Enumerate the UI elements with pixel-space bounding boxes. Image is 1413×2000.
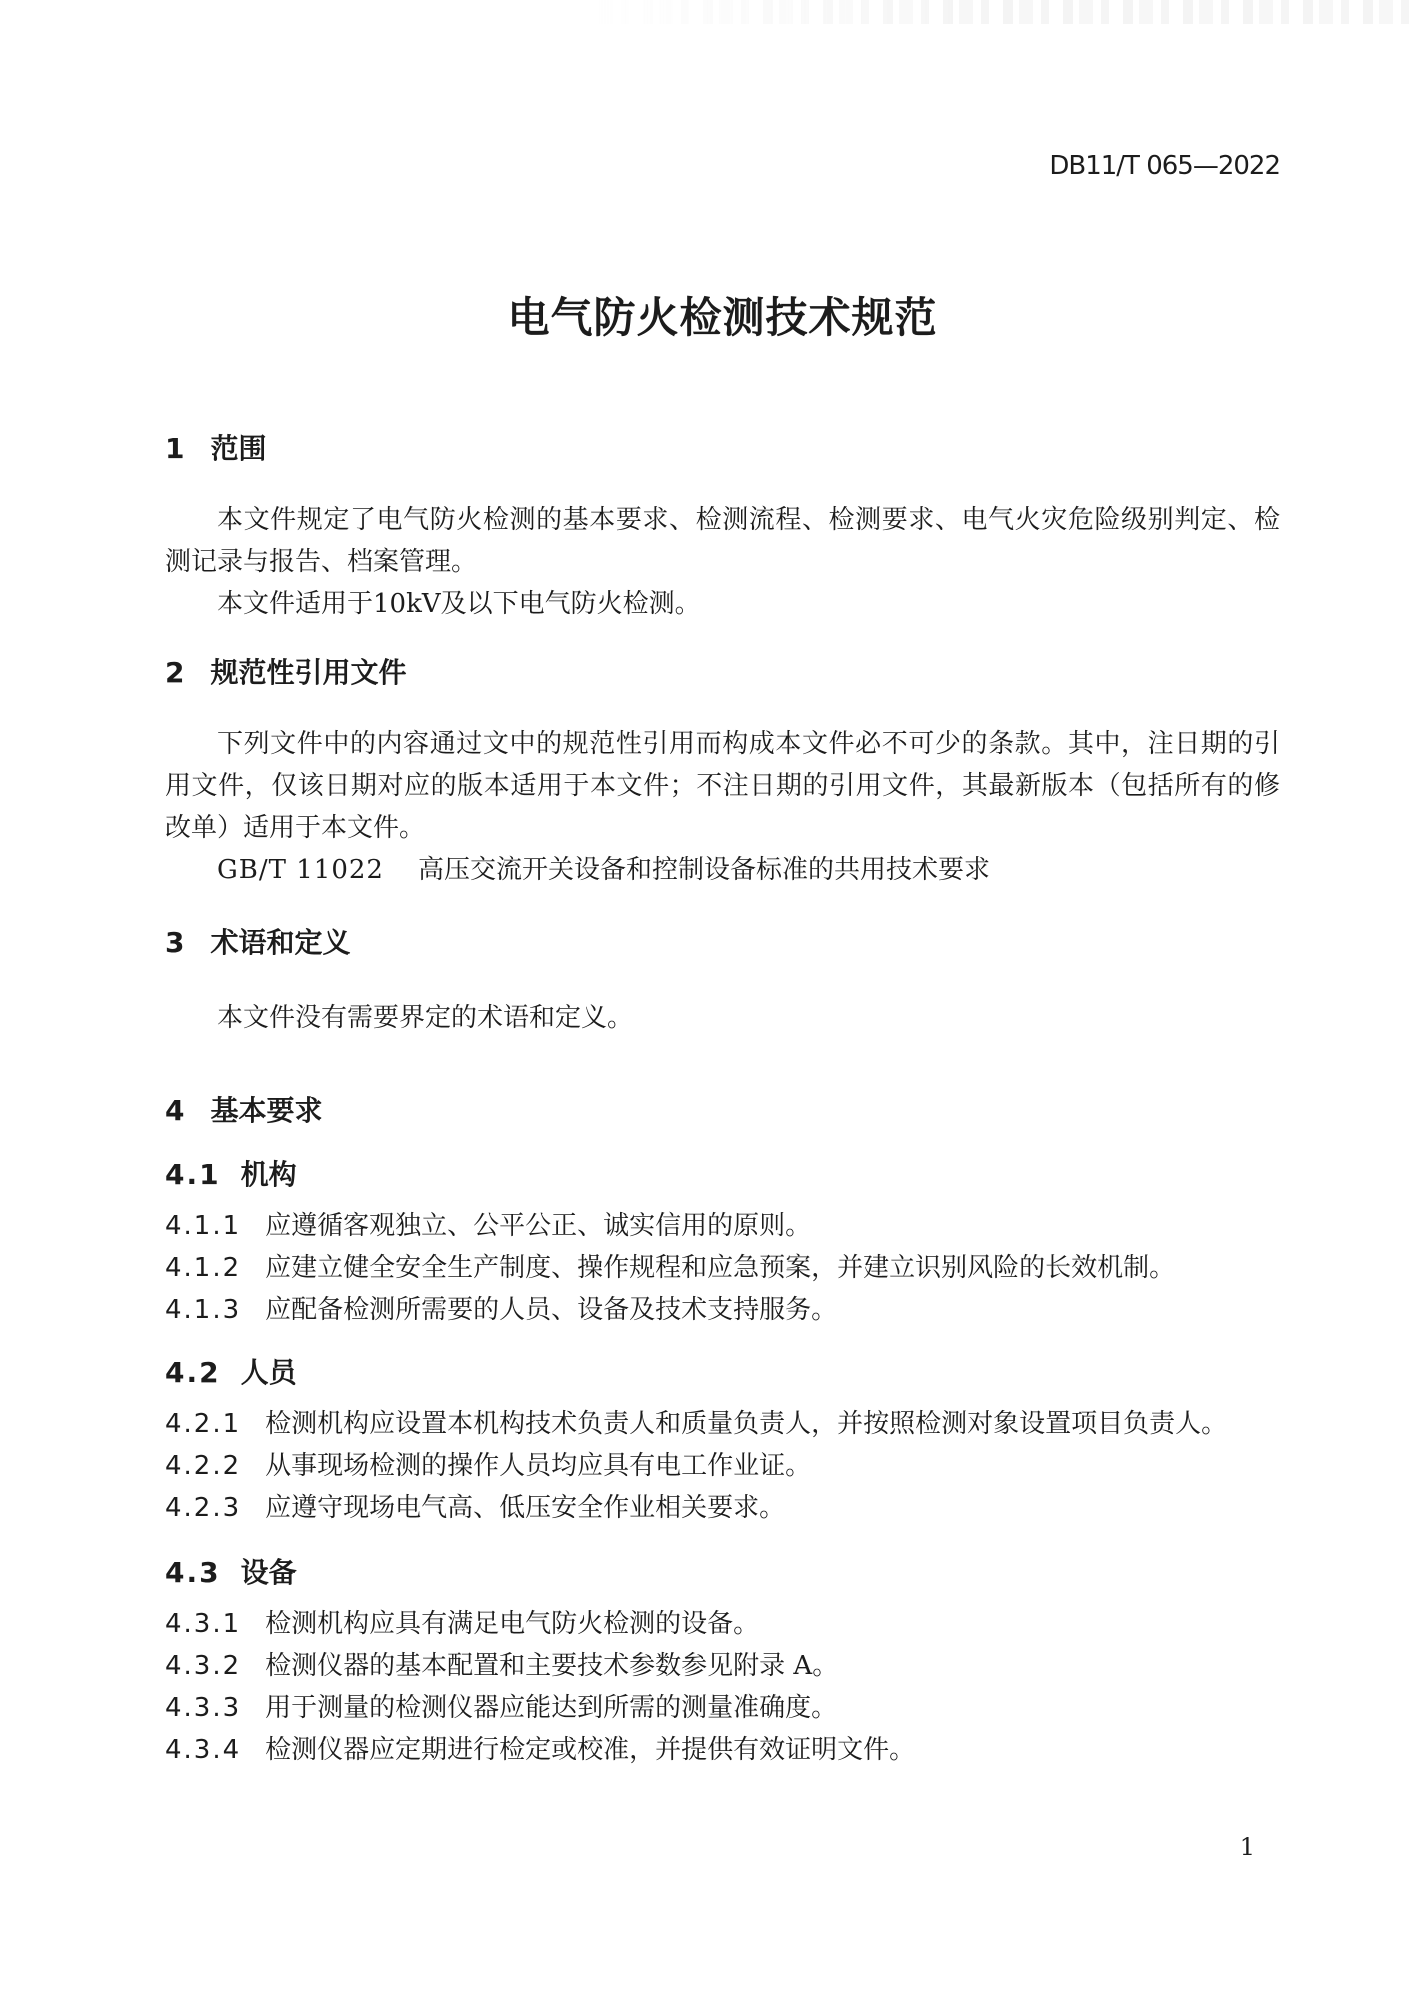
- section-terms-definitions: [165, 923, 1280, 1039]
- page-title: 电气防火检测技术规范: [507, 293, 938, 342]
- reference-standard-title: 高压交流开关设备和控制设备标准的共用技术要求: [417, 855, 990, 885]
- subsection-4-1-title: 机构: [240, 1158, 297, 1191]
- section-normative-references: [165, 653, 1280, 891]
- section-2-title: 规范性引用文件: [210, 656, 407, 689]
- section-1-number: 1: [165, 432, 185, 465]
- clause-4-2-1: [165, 1403, 1280, 1445]
- subsection-4-3-number: 4.3: [165, 1556, 221, 1589]
- clause-4-3-3-number: 4.3.3: [165, 1693, 242, 1723]
- clause-4-3-1-number: 4.3.1: [165, 1609, 242, 1639]
- section-4-title: 基本要求: [210, 1094, 323, 1127]
- clause-4-2-1-number: 4.2.1: [165, 1409, 242, 1439]
- section-3-number: 3: [165, 926, 185, 959]
- clause-4-1-1-number: 4.1.1: [165, 1211, 242, 1241]
- clause-4-3-2: [165, 1645, 1280, 1687]
- section-1-title: 范围: [210, 432, 267, 465]
- clause-4-2-1-text: 检测机构应设置本机构技术负责人和质量负责人，并按照检测对象设置项目负责人。: [265, 1409, 1228, 1439]
- clause-4-3-3: [165, 1687, 1280, 1729]
- section-2-paragraph-1: 下列文件中的内容通过文中的规范性引用而构成本文件必不可少的条款。其中，注日期的引用文件，仅该日期对应的版本适用于本文件；不注日期的引用文件，其最新版本（包括所有的修改单）适用于本文件。: [165, 729, 1280, 843]
- top-edge-scan-artifact: [583, 0, 1413, 24]
- section-2-number: 2: [165, 656, 185, 689]
- subsection-4-2-heading: [165, 1353, 1280, 1393]
- document-header: [165, 0, 1280, 185]
- subsection-4-1-heading: [165, 1155, 1280, 1195]
- subsection-4-2-clauses: [165, 1403, 1280, 1529]
- clause-4-2-2: [165, 1445, 1280, 1487]
- clause-4-1-2: [165, 1247, 1280, 1289]
- subsection-4-2-number: 4.2: [165, 1356, 221, 1389]
- section-4-heading: [165, 1091, 1280, 1131]
- section-2-heading: [165, 653, 1280, 693]
- clause-4-3-1: [165, 1603, 1280, 1645]
- clause-4-3-4: [165, 1729, 1280, 1771]
- clause-4-3-4-number: 4.3.4: [165, 1735, 242, 1765]
- clause-4-2-3: [165, 1487, 1280, 1529]
- section-1-paragraph-2: 本文件适用于10kV及以下电气防火检测。: [217, 589, 701, 619]
- clause-4-2-2-number: 4.2.2: [165, 1451, 242, 1481]
- section-basic-requirements: [165, 1091, 1280, 1771]
- clause-4-3-4-text: 检测仪器应定期进行检定或校准，并提供有效证明文件。: [265, 1735, 916, 1765]
- reference-standard-code: GB/T 11022: [217, 855, 384, 885]
- clause-4-1-2-text: 应建立健全安全生产制度、操作规程和应急预案，并建立识别风险的长效机制。: [265, 1253, 1176, 1283]
- clause-4-2-3-number: 4.2.3: [165, 1493, 242, 1523]
- normative-reference-entry: [165, 849, 1280, 891]
- section-scope: [165, 429, 1280, 625]
- clause-4-1-1-text: 应遵循客观独立、公平公正、诚实信用的原则。: [265, 1211, 812, 1241]
- section-1-paragraph-1: 本文件规定了电气防火检测的基本要求、检测流程、检测要求、电气火灾危险级别判定、检测记录与报告、档案管理。: [165, 505, 1280, 577]
- clause-4-2-2-text: 从事现场检测的操作人员均应具有电工作业证。: [265, 1451, 812, 1481]
- section-3-title: 术语和定义: [210, 926, 351, 959]
- subsection-4-3-title: 设备: [240, 1556, 297, 1589]
- page-number: 1: [1239, 1833, 1255, 1861]
- clause-4-3-3-text: 用于测量的检测仪器应能达到所需的测量准确度。: [265, 1693, 838, 1723]
- clause-4-1-3-number: 4.1.3: [165, 1295, 242, 1325]
- clause-4-2-3-text: 应遵守现场电气高、低压安全作业相关要求。: [265, 1493, 786, 1523]
- clause-4-3-2-text: 检测仪器的基本配置和主要技术参数参见附录 A。: [265, 1651, 839, 1681]
- clause-4-3-2-number: 4.3.2: [165, 1651, 242, 1681]
- subsection-4-1-number: 4.1: [165, 1158, 221, 1191]
- subsection-4-1-clauses: [165, 1205, 1280, 1331]
- section-3-heading: [165, 923, 1280, 963]
- subsection-4-2-title: 人员: [240, 1356, 297, 1389]
- clause-4-1-2-number: 4.1.2: [165, 1253, 242, 1283]
- section-1-heading: [165, 429, 1280, 469]
- clause-4-1-3: [165, 1289, 1280, 1331]
- doc-code: DB11/T 065—2022: [1049, 151, 1280, 181]
- section-3-paragraph-1: 本文件没有需要界定的术语和定义。: [217, 1003, 634, 1033]
- clause-4-1-3-text: 应配备检测所需要的人员、设备及技术支持服务。: [265, 1295, 838, 1325]
- clause-4-3-1-text: 检测机构应具有满足电气防火检测的设备。: [265, 1609, 760, 1639]
- clause-4-1-1: [165, 1205, 1280, 1247]
- section-4-number: 4: [165, 1094, 185, 1127]
- subsection-4-3-clauses: [165, 1603, 1280, 1771]
- subsection-4-3-heading: [165, 1553, 1280, 1593]
